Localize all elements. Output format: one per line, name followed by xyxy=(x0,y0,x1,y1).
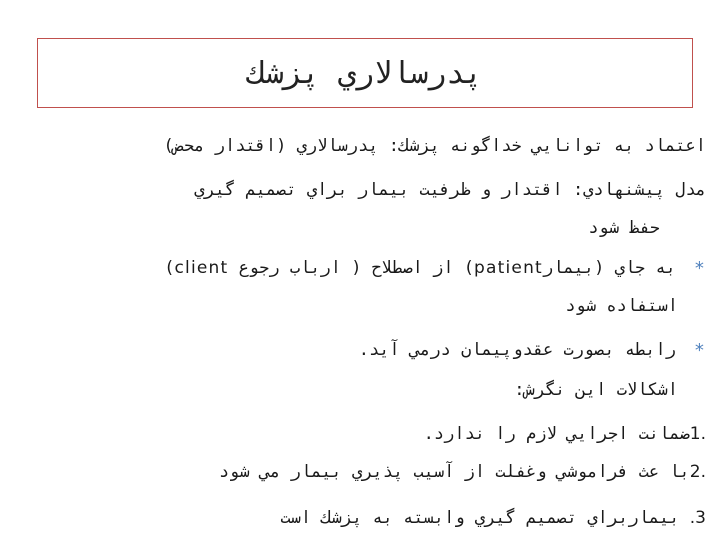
problem-number-3: .3 xyxy=(689,508,706,528)
bullet-relationship xyxy=(14,340,706,360)
slide-title: پدرسالاري پزشك xyxy=(247,55,483,91)
line-proposed-model: مدل پيشنهادي: اقتدار و ظرفيت بيمار براي تصميم گيري xyxy=(194,180,706,200)
line-paternalism: اعتماد به توانايي خداگونه پزشك: پدرسالاري (اقتدار محض) xyxy=(163,136,706,156)
line-preserve: حفظ شود xyxy=(588,218,660,238)
bullet-text-part3: ) xyxy=(164,258,175,278)
asterisk-bullet-icon: * xyxy=(693,340,706,361)
problem-item-3 xyxy=(14,508,706,528)
term-patient: patient xyxy=(474,258,543,278)
bullet-terminology xyxy=(14,258,706,278)
title-box xyxy=(37,38,693,108)
problems-heading: اشكالات اين نگرش: xyxy=(514,380,678,400)
bullet-text-part2: ) از اصطلاح ( ارباب رجوع xyxy=(228,258,475,278)
problem-text-3: بيماربراي تصميم گيري وابسته به پزشك است xyxy=(280,508,680,528)
problem-item-1 xyxy=(14,424,706,444)
problem-item-2 xyxy=(14,462,706,482)
bullet-text-part1: به جاي (بيمار xyxy=(542,258,676,278)
bullet-relationship-text: رابطه بصورت عقدوپيمان درمي آيد. xyxy=(358,340,676,360)
term-client: client xyxy=(174,258,229,278)
problem-text-1: ضمانت اجرايي لازم را ندارد. xyxy=(423,424,690,444)
asterisk-bullet-icon: * xyxy=(693,258,706,279)
problem-number-2: 2. xyxy=(689,462,706,482)
bullet-terminology-continuation: استفاده شود xyxy=(565,296,678,316)
problem-number-1: 1. xyxy=(689,424,706,444)
problem-text-2: با عث فراموشي وغفلت از آسيب پذيري بيمار مي شود xyxy=(218,462,690,482)
